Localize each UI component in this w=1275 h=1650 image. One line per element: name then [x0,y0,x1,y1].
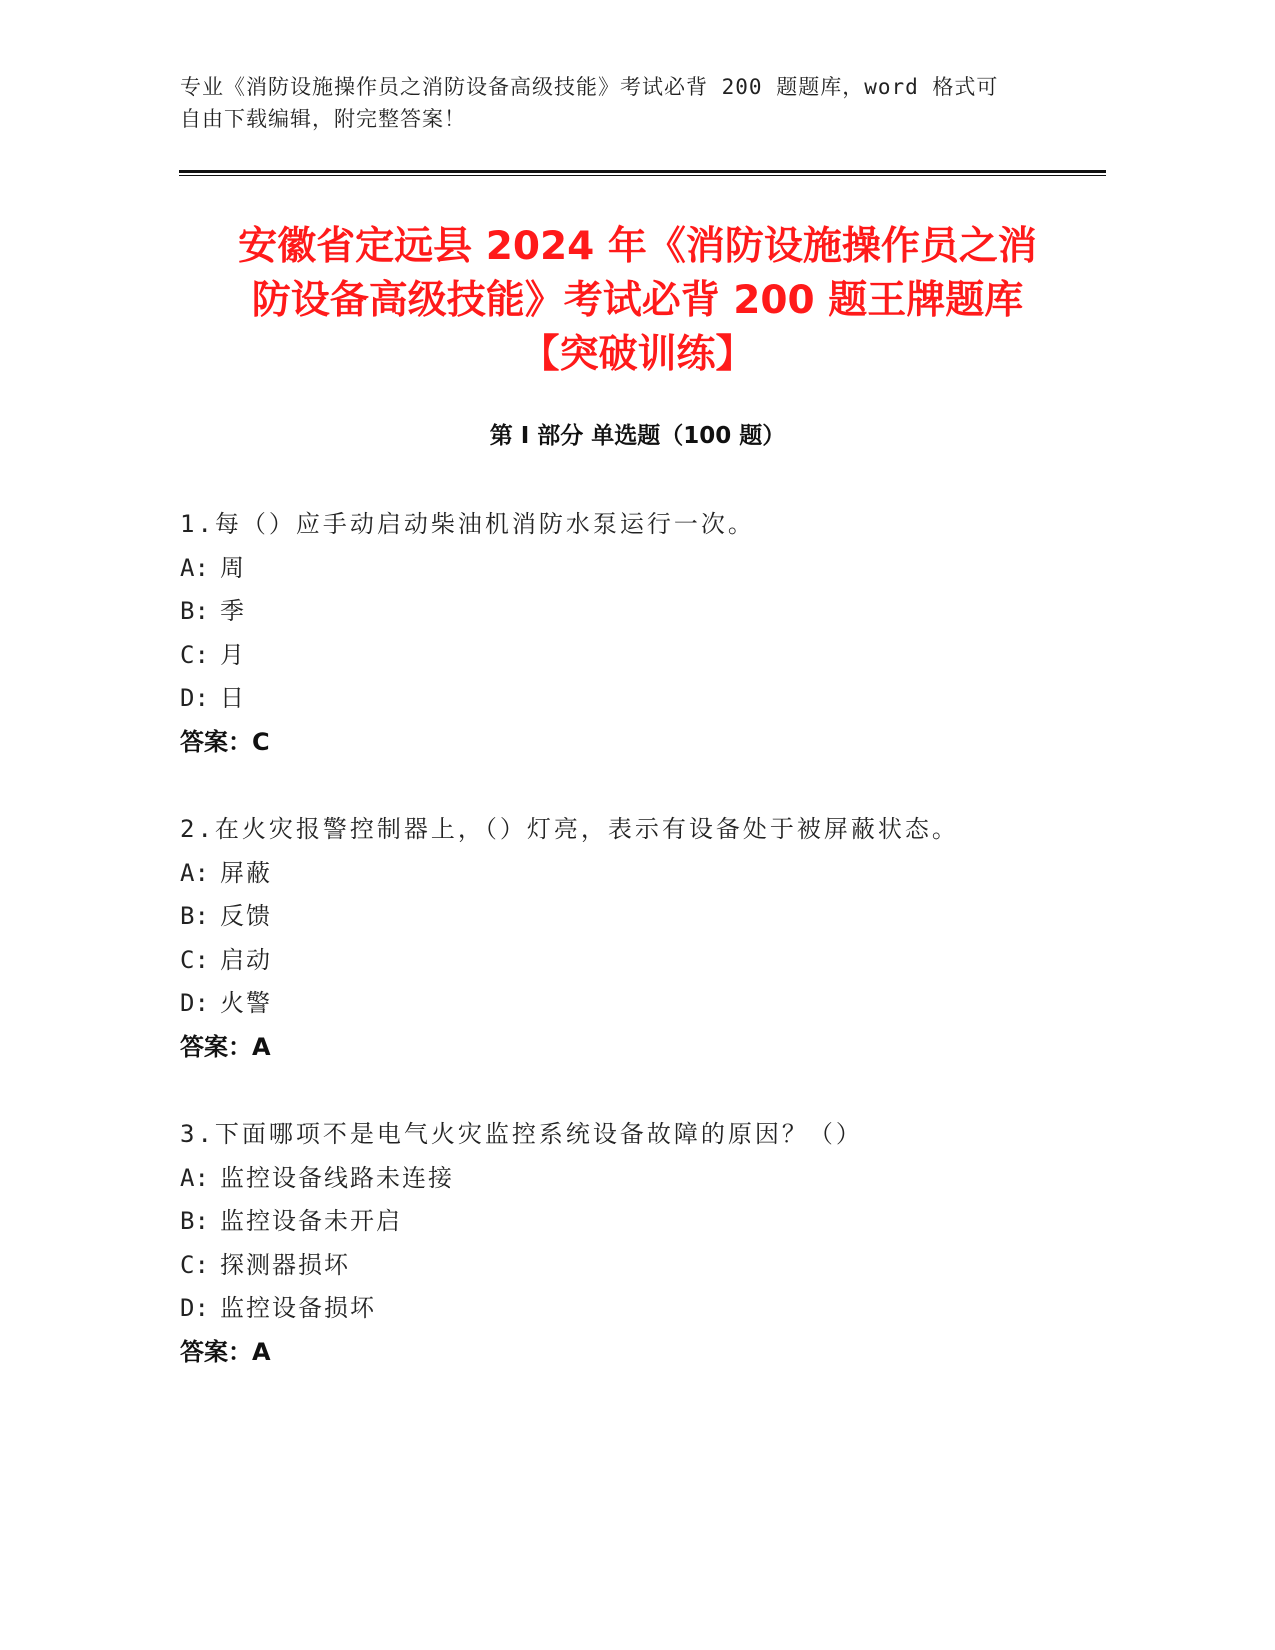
option-a [180,852,1080,896]
option-label: D: [180,989,209,1017]
option-text: 季 [220,597,246,625]
answer-line: 答案：C [180,727,270,756]
option-text: 监控设备未开启 [220,1207,402,1235]
option-a [180,1157,1080,1201]
option-text: 日 [220,684,246,712]
option-a [180,547,1080,591]
option-label: B: [180,597,209,625]
option-text: 月 [220,640,246,669]
option-c [180,1244,1080,1288]
option-text: 屏蔽 [220,858,272,887]
document-title [150,220,1125,382]
option-b [180,1200,1080,1244]
header-note-line-2: 自由下载编辑，附完整答案！ [180,107,466,131]
option-text: 监控设备线路未连接 [220,1163,454,1192]
option-label: B: [180,1207,209,1235]
header-note [180,71,1040,135]
option-label: D: [180,684,209,712]
question-stem: 1.每（）应手动启动柴油机消防水泵运行一次。 [180,510,755,538]
option-d [180,677,1080,721]
header-note-line-1: 专业《消防设施操作员之消防设备高级技能》考试必背 200 题题库，word 格式可 [180,75,999,99]
option-label: B: [180,902,209,930]
answer-line: 答案：A [180,1337,271,1366]
header-divider-thin [179,175,1106,176]
option-text: 反馈 [220,902,272,930]
header-divider-thick [179,170,1106,173]
option-text: 启动 [220,945,272,974]
option-label: D: [180,1294,209,1322]
option-text: 火警 [220,989,272,1017]
option-label: C: [180,640,209,669]
option-text: 监控设备损坏 [220,1294,376,1322]
option-label: A: [180,553,209,582]
question-1 [180,503,1080,764]
option-d [180,1287,1080,1331]
option-c [180,634,1080,678]
option-text: 周 [220,553,246,582]
option-c [180,939,1080,983]
document-title-line-2: 防设备高级技能》考试必背 200 题王牌题库 [251,278,1024,323]
question-2 [180,808,1080,1069]
option-b [180,895,1080,939]
option-text: 探测器损坏 [220,1250,350,1279]
option-label: A: [180,1163,209,1192]
question-stem: 2.在火灾报警控制器上，（）灯亮，表示有设备处于被屏蔽状态。 [180,815,959,843]
option-label: A: [180,858,209,887]
option-label: C: [180,1250,209,1279]
question-3 [180,1113,1080,1374]
answer-line: 答案：A [180,1032,271,1061]
question-stem: 3.下面哪项不是电气火灾监控系统设备故障的原因？（） [180,1120,863,1148]
option-label: C: [180,945,209,974]
document-title-line-3: 【突破训练】 [520,332,755,377]
section-heading: 第 I 部分 单选题（100 题） [489,423,786,449]
option-d [180,982,1080,1026]
option-b [180,590,1080,634]
document-title-line-1: 安徽省定远县 2024 年《消防设施操作员之消 [238,224,1037,269]
